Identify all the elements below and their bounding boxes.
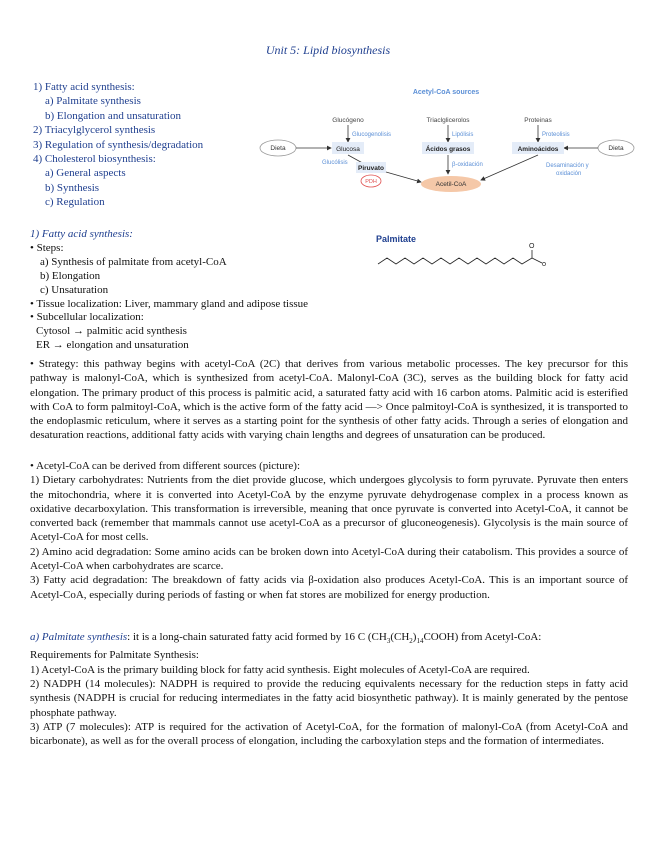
text-span: : it is a long-chain saturated fatty acid formed by 16 C (CH (127, 631, 387, 643)
subscript: 14 (416, 637, 424, 646)
aminoacidos-label: Aminoácidos (517, 146, 559, 153)
text-line: 1) Dietary carbohydrates: Nutrients from the diet provide glucose, which undergoes glycolysis to form pyruvate. Pyruvate then enters the mitochondria, where it is converted into Acetyl-CoA by the enzyme pyruvate dehydrogenase complex in a process known as oxidative decarboxylation. This transformation is irreversible, meaning that once pyruvate is converted into Acetyl-CoA, it cannot be converted back (remember that mammals cannot use acetyl-CoA as a precursor of gluconeogenesis). Glycolysis is the main source of Acetyl-CoA for most cells. (30, 474, 628, 544)
text-line: a) Synthesis of palmitate from acetyl-CoA (40, 255, 227, 268)
text-line: • Subcellular localization: (30, 311, 144, 324)
section-heading: a) Palmitate synthesis (30, 631, 128, 643)
text-line: • Steps: (30, 241, 64, 254)
piruvato-label: Piruvato (357, 165, 385, 172)
toc-item: 2) Triacylglycerol synthesis (33, 124, 156, 137)
carbon-chain (378, 258, 532, 264)
palmitate-intro: a) Palmitate synthesis: it is a long-chain saturated fatty acid formed by 16 C $(CH_3(CH_2)_{14}COOH)$ from Acetyl-CoA: (30, 631, 542, 646)
text-line: • Tissue localization: Liver, mammary gland and adipose tissue (30, 297, 309, 310)
acetil-label: Acetil-CoA (435, 181, 467, 188)
text-line: 3) Fatty acid degradation: The breakdown of fatty acids via β-oxidation also produces Acetyl-CoA. This is an important source of Acetyl-CoA, especially during periods of fasting or when fat stores are mobilized for energy production. (30, 574, 628, 601)
text-line: c) Unsaturation (40, 283, 109, 296)
text-line: Requirements for Palmitate Synthesis: (30, 649, 199, 662)
text-span: (CH (390, 631, 410, 643)
text-line: 1) Acetyl-CoA is the primary building block for fatty acid synthesis. Eight molecules of Acetyl-CoA are required. (30, 663, 530, 676)
toc-item: b) Synthesis (45, 181, 100, 194)
text-span: COOH) from Acetyl-CoA: (423, 631, 542, 643)
toc-item: a) Palmitate synthesis (45, 95, 141, 108)
text-line: 3) ATP (7 molecules): ATP is required for the activation of Acetyl-CoA, for the formation of malonyl-CoA (from Acetyl-CoA and bicarbonate), as well as for the overall process of elongation, including the carboxylation steps and the formation of intermediates. (30, 720, 628, 748)
desaminacion-label: Desaminación y (546, 163, 589, 169)
lipolisis-label: Lipólisis (452, 132, 474, 138)
acetyl-sources-block (30, 459, 628, 602)
palmitate-synthesis-block (30, 630, 628, 749)
toc-item: 4) Cholesterol biosynthesis: (33, 153, 156, 166)
toc-item: c) Regulation (45, 196, 105, 209)
acetyl-coa-sources-diagram (256, 84, 636, 204)
toc-item: a) General aspects (45, 167, 126, 180)
text-line: ER → elongation and unsaturation (36, 339, 189, 352)
proteins-label: Proteinas (524, 117, 552, 124)
text-line: 2) NADPH (14 molecules): NADPH is required to provide the reducing equivalents necessary for the reduction steps in fatty acid synthesis (NADPH is crucial for reducing intermediates in the fatty acid biosynthetic pathway). It is mainly generated by the pentose phosphate pathway. (30, 678, 628, 719)
oxidacion-label: oxidación (556, 171, 582, 177)
palmitate-structure (372, 230, 562, 276)
glucosa-label: Glucosa (336, 146, 360, 153)
section-heading: 1) Fatty acid synthesis: (30, 228, 133, 240)
oxygen-label: O (529, 243, 535, 250)
dieta-left-label: Dieta (270, 145, 286, 152)
diagram-title: Acetyl-CoA sources (412, 89, 480, 96)
table-of-contents (33, 80, 263, 210)
toc-item: 3) Regulation of synthesis/degradation (33, 138, 204, 151)
page-title: Unit 5: Lipid biosynthesis (265, 43, 391, 57)
text-line: 2) Amino acid degradation: Some amino acids can be broken down into Acetyl-CoA during their catabolism. This provides a source of Acetyl-CoA when carbohydrates are scarce. (30, 545, 628, 573)
strategy-paragraph: • Strategy: this pathway begins with acetyl-CoA (2C) that derives from various metabolic processes. The key precursor for this pathway is malonyl-CoA, which is synthesized from acetyl-CoA. Malonyl-CoA (3C), serves as the building block for fatty acid elongation. The primary product of this process is palmitic acid, a saturated fatty acid with 16 carbon atoms. Palmitic acid is esterified with CoA to form palmitoyl-CoA, which is the active form of the fatty acid —> Once palmitoyl-CoA is synthesized, it is transported to the endoplasmic reticulum, where it serves as a starting point for the synthesis of other fatty acids. Through a series of elongation and desaturation reactions, additional fatty acids with varying chain lengths and degrees of unsaturation can be produced. (30, 358, 628, 442)
proteolisis-label: Proteolisis (542, 132, 570, 138)
acidos-label: Ácidos grasos (425, 146, 471, 153)
text-line: b) Elongation (40, 269, 101, 282)
subscript: 3 (386, 637, 391, 646)
subscript: 2 (409, 637, 413, 646)
triacyl-label: Triaclglicerolos (426, 117, 470, 124)
palmitate-label: Palmitate (376, 234, 417, 244)
boxidacion-label: β-oxidación (452, 162, 483, 168)
toc-item: b) Elongation and unsaturation (45, 109, 181, 122)
pdh-label: PDH (365, 179, 377, 185)
toc-item: 1) Fatty acid synthesis: (33, 81, 135, 93)
glucogenolisis-label: Glucogenolisis (352, 132, 392, 138)
text-line: • Acetyl-CoA can be derived from different sources (picture): (30, 460, 300, 472)
glucolisis-label: Glucólisis (322, 160, 348, 166)
text-line: Cytosol → palmitic acid synthesis (36, 325, 187, 338)
dieta-right-label: Dieta (608, 145, 624, 152)
glucogen-label: Glucógeno (332, 117, 364, 124)
